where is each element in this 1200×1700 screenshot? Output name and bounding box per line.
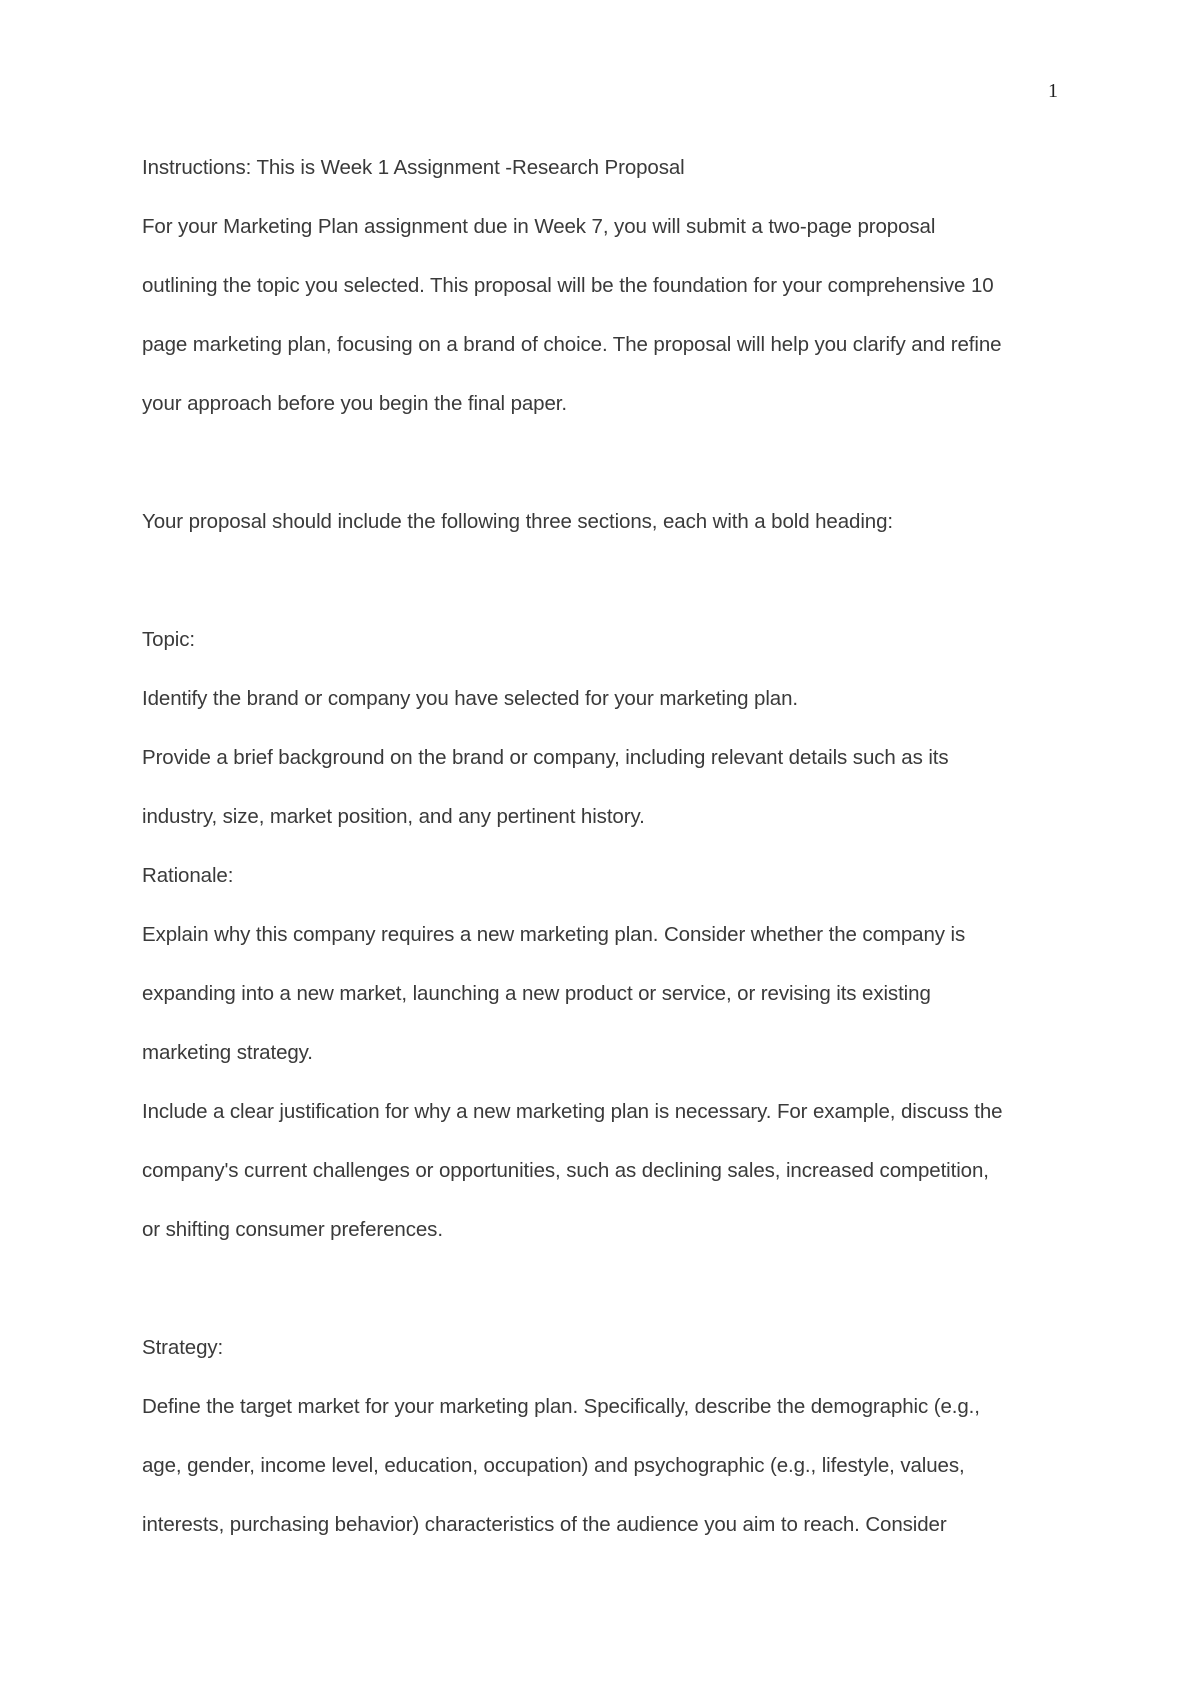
paragraph-line: Define the target market for your marketing plan. Specifically, describe the demographic (e.g., (142, 1395, 980, 1418)
blank-line (142, 565, 1062, 624)
paragraph-line: industry, size, market position, and any pertinent history. (142, 805, 645, 828)
page-number: 1 (1048, 80, 1058, 102)
section-heading-strategy: Strategy: (142, 1336, 224, 1359)
paragraph-line: expanding into a new market, launching a new product or service, or revising its existing (142, 982, 931, 1005)
paragraph-line: or shifting consumer preferences. (142, 1218, 443, 1241)
paragraph-line: page marketing plan, focusing on a brand of choice. The proposal will help you clarify and refine (142, 333, 1002, 356)
instructions-heading: Instructions: This is Week 1 Assignment -Research Proposal (142, 156, 685, 179)
paragraph-line: For your Marketing Plan assignment due in Week 7, you will submit a two-page proposal (142, 215, 936, 238)
paragraph-line: Identify the brand or company you have selected for your marketing plan. (142, 687, 799, 710)
paragraph-line: outlining the topic you selected. This proposal will be the foundation for your comprehensive 10 (142, 274, 994, 297)
section-heading-rationale: Rationale: (142, 864, 234, 887)
paragraph-line: your approach before you begin the final paper. (142, 392, 567, 415)
paragraph-line: interests, purchasing behavior) characteristics of the audience you aim to reach. Consider (142, 1513, 947, 1536)
paragraph-line: marketing strategy. (142, 1041, 313, 1064)
paragraph-line: Provide a brief background on the brand or company, including relevant details such as its (142, 746, 949, 769)
paragraph-line: Include a clear justification for why a new marketing plan is necessary. For example, discuss the (142, 1100, 1003, 1123)
section-heading-topic: Topic: (142, 628, 195, 651)
blank-line (142, 447, 1062, 506)
paragraph-line: Your proposal should include the following three sections, each with a bold heading: (142, 510, 893, 533)
document-body (142, 152, 1062, 1568)
blank-line (142, 1273, 1062, 1332)
paragraph-line: age, gender, income level, education, occupation) and psychographic (e.g., lifestyle, values, (142, 1454, 965, 1477)
paragraph-line: Explain why this company requires a new marketing plan. Consider whether the company is (142, 923, 966, 946)
paragraph-line: company's current challenges or opportunities, such as declining sales, increased competition, (142, 1159, 989, 1182)
